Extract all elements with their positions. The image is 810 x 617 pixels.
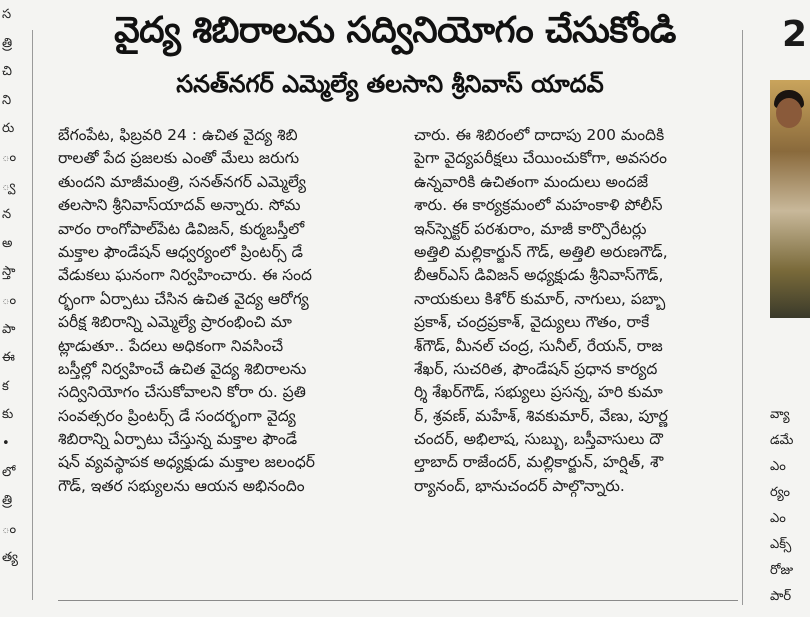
- adjacent-text-fragment: ం: [2, 521, 17, 537]
- adjacent-article-left: [0, 0, 22, 617]
- article-line: చందర్, అభిలాష, సుబ్బు, బస్తీవాసులు దౌ: [414, 430, 663, 449]
- article-line: నాయకులు కిశోర్ కుమార్, నాగులు, పబ్బా: [414, 289, 666, 308]
- article-line: శేఖర్, సుచరిత, ఫౌండేషన్ ప్రధాన కార్యద: [414, 359, 658, 378]
- article-line: మక్తాల ఫౌండేషన్ ఆధ్వర్యంలో ప్రింటర్స్ డే: [58, 242, 303, 261]
- adjacent-text-fragment: ర్యం: [770, 485, 790, 500]
- article-subheadline: సనత్‌నగర్ ఎమ్మెల్యే తలసాని శ్రీనివాస్ యాదవ్: [176, 70, 604, 98]
- adjacent-text-fragment: •: [2, 436, 10, 451]
- adjacent-text-fragment: ఎం: [770, 511, 786, 526]
- article-line: వారం రాంగోపాల్‌పేట డివిజన్, కుర్మబస్తీలో: [58, 219, 305, 238]
- adjacent-text-fragment: ం: [2, 150, 17, 165]
- article-line: గౌడ్, ఇతర సభ్యులను ఆయన అభినందిం: [58, 476, 305, 495]
- adjacent-text-fragment: స్తా: [2, 264, 16, 280]
- article-bottom-rule: [58, 600, 738, 601]
- adjacent-text-fragment: న: [2, 207, 12, 223]
- adjacent-text-fragment: ఎక్స్: [770, 537, 792, 552]
- article-line: బస్తీల్లో నిర్వహించే ఉచిత వైద్య శిబిరాలను: [58, 359, 307, 378]
- article-headline: వైద్య శిబిరాలను సద్వినియోగం చేసుకోండి: [114, 10, 676, 51]
- article-line: ఇన్‌స్పెక్టర్ పరశురాం, మాజీ కార్పొరేటర్లు: [414, 219, 647, 238]
- adjacent-article-right: [752, 0, 808, 617]
- adjacent-text-fragment: ని: [2, 92, 12, 108]
- article-line: చారు. ఈ శిబిరంలో దాదాపు 200 మందికి: [414, 126, 665, 144]
- article-line: శిబిరాన్ని ఏర్పాటు చేస్తున్న మక్తాల ఫౌండే: [58, 430, 298, 449]
- column-rule-left: [32, 30, 33, 600]
- article-line: ల్తాబాద్ రాజేందర్, మల్లికార్జున్, హర్షిత్, శౌ: [414, 453, 664, 472]
- adjacent-text-fragment: ఈ: [2, 350, 15, 366]
- article-column-1: [58, 124, 390, 498]
- adjacent-text-fragment: క: [2, 378, 9, 394]
- adjacent-headline-fragment: 2: [782, 14, 808, 55]
- article-line: బీఆర్ఎస్ డివిజన్ అధ్యక్షుడు శ్రీనివాస్‌గౌడ్,: [414, 266, 664, 285]
- article-line: ర్, శ్రవణ్, మహేశ్, శివకుమార్, వేణు, పూర్ణ: [414, 406, 668, 425]
- article-line: పరీక్ష శిబిరాన్ని ఎమ్మెల్యే ప్రారంభించి మా: [58, 313, 292, 332]
- article-line: వేడుకలు ఘనంగా నిర్వహించారు. ఈ సంద: [58, 266, 312, 285]
- article-line: తుందని మాజీమంత్రి, సనత్‌నగర్ ఎమ్మెల్యే: [58, 172, 306, 191]
- article-column-2: [414, 124, 724, 498]
- article-line: ప్రకాశ్, చంద్రప్రకాశ్, వైద్యులు గౌతం, రాకే: [414, 313, 650, 332]
- article-line: రాలతో పేద ప్రజలకు ఎంతో మేలు జరుగు: [58, 149, 300, 168]
- article-line: ర్యానంద్, భానుచందర్ పాల్గొన్నారు.: [414, 476, 625, 495]
- adjacent-text-fragment: త్రి: [2, 493, 13, 509]
- adjacent-text-fragment: కు: [2, 407, 14, 423]
- article-line: ఉన్నవారికి ఉచితంగా మందులు అందజే: [414, 172, 649, 191]
- column-rule-right: [742, 30, 743, 605]
- adjacent-text-fragment: ్వ: [2, 178, 16, 194]
- article-line: సంవత్సరం ప్రింటర్స్ డే సందర్భంగా వైద్య: [58, 406, 296, 425]
- adjacent-text-fragment: రోజు: [770, 563, 794, 578]
- photo-person-face: [776, 98, 802, 128]
- adjacent-text-fragment: పార్: [770, 589, 792, 604]
- article-line: శారు. ఈ కార్యక్రమంలో మహంకాళి పోలీస్: [414, 196, 663, 215]
- adjacent-text-fragment: ఎం: [770, 459, 786, 474]
- adjacent-text-fragment: వ్యా: [770, 407, 790, 422]
- article-line: అత్తిలి మల్లికార్జున్ గౌడ్, అత్తిలి అరుణగౌడ్,: [414, 242, 668, 261]
- article-line: బేగంపేట, ఫిబ్రవరి 24 : ఉచిత వైద్య శిబి: [58, 126, 298, 144]
- adjacent-text-fragment: డమే: [770, 433, 794, 448]
- article-line: శ్‌గౌడ్, మీనల్ చంద్ర, సునీల్, రేయన్, రాజ: [414, 336, 663, 355]
- adjacent-text-fragment: రు: [2, 121, 15, 137]
- adjacent-text-fragment: త్య: [2, 550, 19, 566]
- article-line: ట్లాడుతూ.. పేదలు అధికంగా నివసించే: [58, 336, 284, 355]
- article-line: షన్ వ్యవస్థాపక అధ్యక్షుడు మక్తాల జలంధర్: [58, 453, 315, 472]
- article-line: తలసాని శ్రీనివాస్‌యాదవ్ అన్నారు. సోమ: [58, 196, 301, 215]
- adjacent-photo: [770, 80, 810, 318]
- adjacent-text-fragment: త్రి: [2, 35, 13, 51]
- adjacent-text-fragment: అ: [2, 235, 13, 251]
- adjacent-text-fragment: లో: [2, 464, 16, 480]
- adjacent-text-fragment: పా: [2, 321, 16, 337]
- article-line: పైగా వైద్యపరీక్షలు చేయించుకోగా, అవసరం: [414, 149, 667, 168]
- adjacent-text-fragment: ం: [2, 293, 17, 308]
- article-line: ర్శి శేఖర్‌గౌడ్, సభ్యులు ప్రసన్న, హరి కుమా: [414, 383, 663, 402]
- article-line: సద్వినియోగం చేసుకోవాలని కోరా రు. ప్రతి: [58, 383, 306, 402]
- article-line: ర్భంగా ఏర్పాటు చేసిన ఉచిత వైద్య ఆరోగ్య: [58, 289, 309, 308]
- adjacent-text-fragment: చి: [2, 64, 12, 80]
- adjacent-text-fragment: స: [2, 7, 12, 22]
